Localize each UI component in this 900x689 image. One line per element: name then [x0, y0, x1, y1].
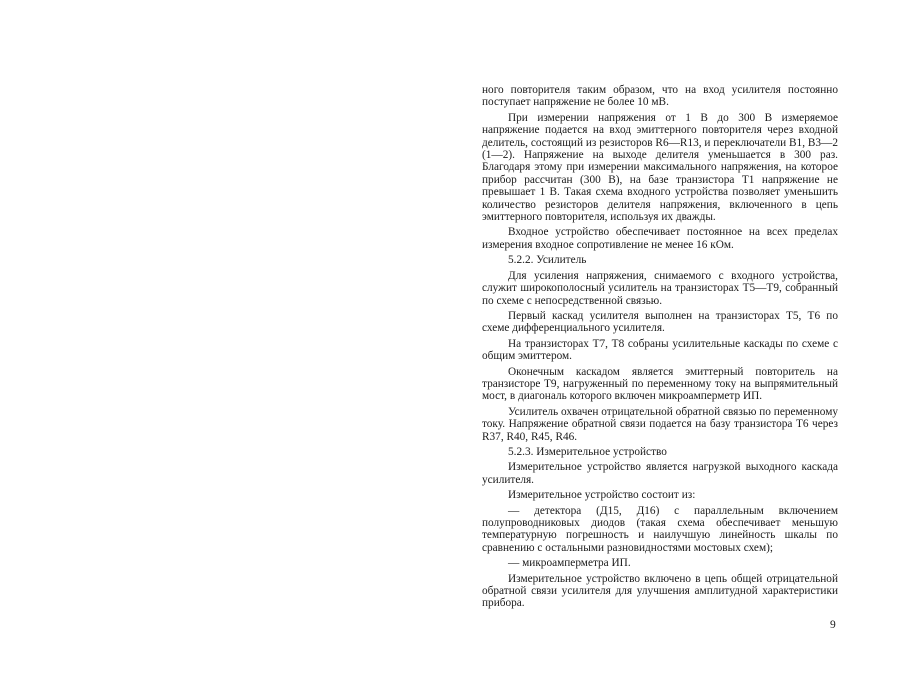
section-heading-measuring-device: 5.2.3. Измерительное устройство	[508, 445, 667, 458]
paragraph-feedback: Усилитель охвачен отрицательной обратной связью по переменному току. Напряжение обратной связи подается на базу транзистора Т6 через R37, R40, R45, R46.	[482, 405, 838, 443]
list-item-detector: — детектора (Д15, Д16) с параллельным включением полупроводниковых диодов (такая схема обеспечивает меньшую температурную погрешность и наилучшую линейность шкалы по сравнению с остальными разновидностями мостовых схем);	[482, 504, 838, 554]
paragraph-first-stage: Первый каскад усилителя выполнен на транзисторах Т5, Т6 по схеме дифференциального усилителя.	[482, 309, 838, 335]
paragraph-amplifier-intro: Для усиления напряжения, снимаемого с входного устройства, служит широкополосный усилитель на транзисторах Т5—Т9, собранный по схеме с непосредственной связью.	[482, 269, 838, 307]
paragraph-consists-of: Измерительное устройство состоит из:	[508, 489, 696, 502]
section-heading-amplifier: 5.2.2. Усилитель	[508, 254, 587, 267]
paragraph-common-emitter: На транзисторах Т7, Т8 собраны усилительные каскады по схеме с общим эмиттером.	[482, 337, 838, 363]
list-item-microammeter: — микроамперметра ИП.	[508, 557, 631, 570]
paragraph-input-divider: При измерении напряжения от 1 В до 300 В измеряемое напряжение подается на вход эмиттерного повторителя через входной делитель, состоящий из резисторов R6—R13, и переключатели В1, В3—2 (1—2). Напряжение на выходе делителя уменьшается в 300 раз. Благодаря этому при измерении максимального напряжения, на которое прибор рассчитан (300 В), на базе транзистора Т1 напряжение не превышает 1 В. Такая схема входного устройства позволяет уменьшить количество резисторов делителя напряжения, включенного в цепь эмиттерного повторителя, используя их дважды.	[482, 111, 838, 224]
paragraph-feedback-loop: Измерительное устройство включено в цепь общей отрицательной обратной связи усилителя для улучшения амплитудной характеристики прибора.	[482, 572, 838, 610]
paragraph-measuring-load: Измерительное устройство является нагрузкой выходного каскада усилителя.	[482, 461, 838, 486]
paragraph-input-resistance: Входное устройство обеспечивает постоянное на всех пределах измерения входное сопротивление не менее 16 кОм.	[482, 226, 838, 251]
page-number: 9	[830, 619, 836, 631]
paragraph-continuation: ного повторителя таким образом, что на вход усилителя постоянно поступает напряжение не более 10 мВ.	[482, 84, 838, 109]
page-text-column	[482, 84, 838, 613]
paragraph-output-stage: Оконечным каскадом является эмиттерный повторитель на транзисторе Т9, нагруженный по переменному току на выпрямительный мост, в диагональ которого включен микроамперметр ИП.	[482, 365, 838, 403]
